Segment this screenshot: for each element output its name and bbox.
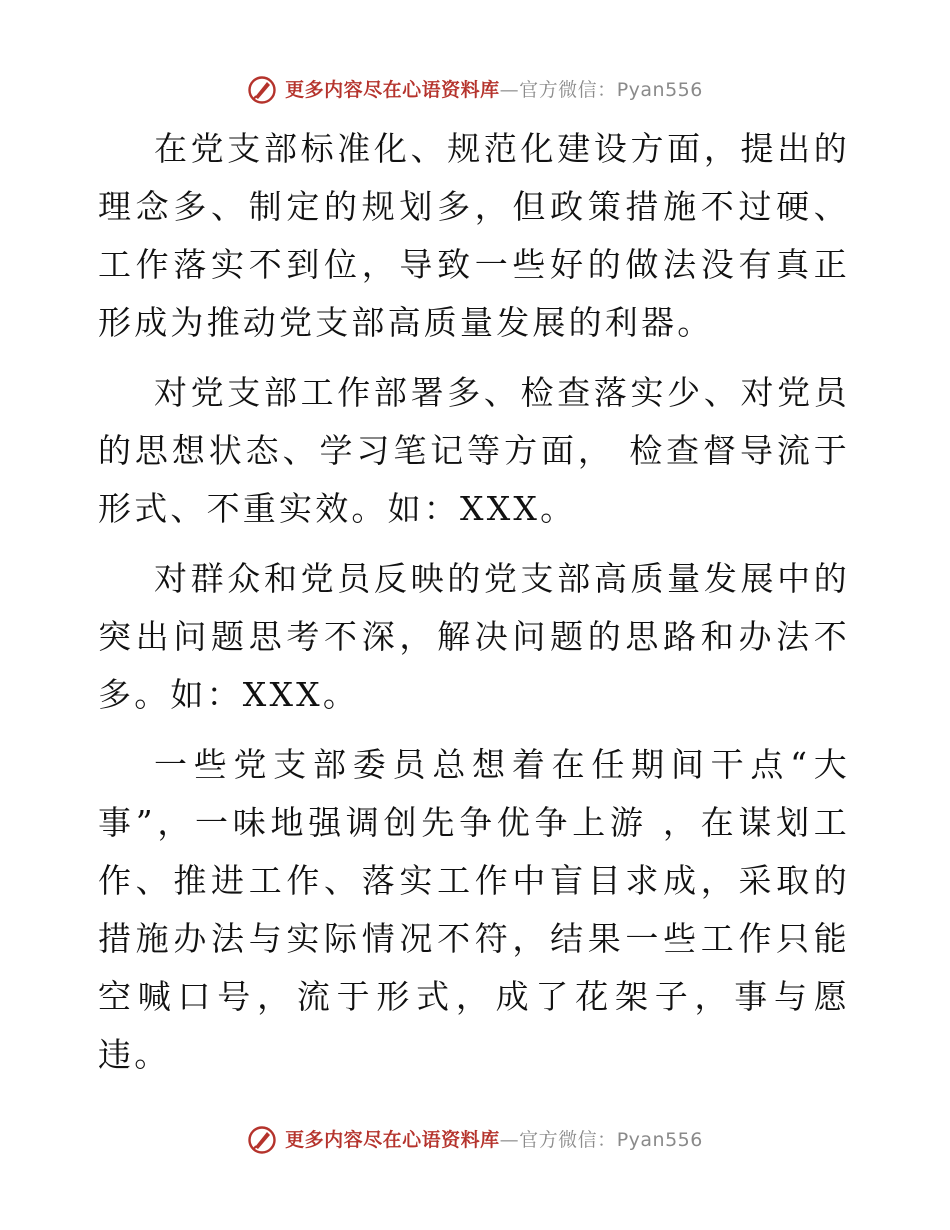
paragraph-1: 在党支部标准化、规范化建设方面，提出的理念多、制定的规划多，但政策措施不过硬、工作落实不到位，导致一些好的做法没有真正形成为推动党支部高质量发展的利器。	[98, 129, 850, 342]
watermark-dash: —	[499, 79, 520, 101]
watermark-brand: 更多内容尽在心语资料库	[285, 1129, 500, 1151]
paragraph-4: 一些党支部委员总想着在任期间干点“大事”，一味地强调创先争优争上游 ，在谋划工作、推进工作、落实工作中盲目求成，采取的措施办法与实际情况不符，结果一些工作只能空喊口号，流于形式，成了花架子，事与愿违。	[98, 745, 850, 1074]
watermark-handle: Pyan556	[616, 1129, 703, 1151]
paragraph-3: 对群众和党员反映的党支部高质量发展中的突出问题思考不深，解决问题的思路和办法不多。如：XXX。	[98, 559, 850, 714]
header-watermark	[0, 75, 950, 105]
quill-seal-icon	[247, 1125, 277, 1155]
paragraph-2: 对党支部工作部署多、检查落实少、对党员的思想状态、学习笔记等方面， 检查督导流于形式、不重实效。如：XXX。	[98, 373, 850, 528]
document-body	[98, 120, 850, 1096]
watermark-label: 官方微信：	[519, 1129, 617, 1151]
watermark-brand: 更多内容尽在心语资料库	[285, 79, 500, 101]
watermark-dash: —	[499, 1129, 520, 1151]
watermark-label: 官方微信：	[519, 79, 617, 101]
footer-watermark	[0, 1125, 950, 1155]
quill-seal-icon	[247, 75, 277, 105]
watermark-handle: Pyan556	[616, 79, 703, 101]
